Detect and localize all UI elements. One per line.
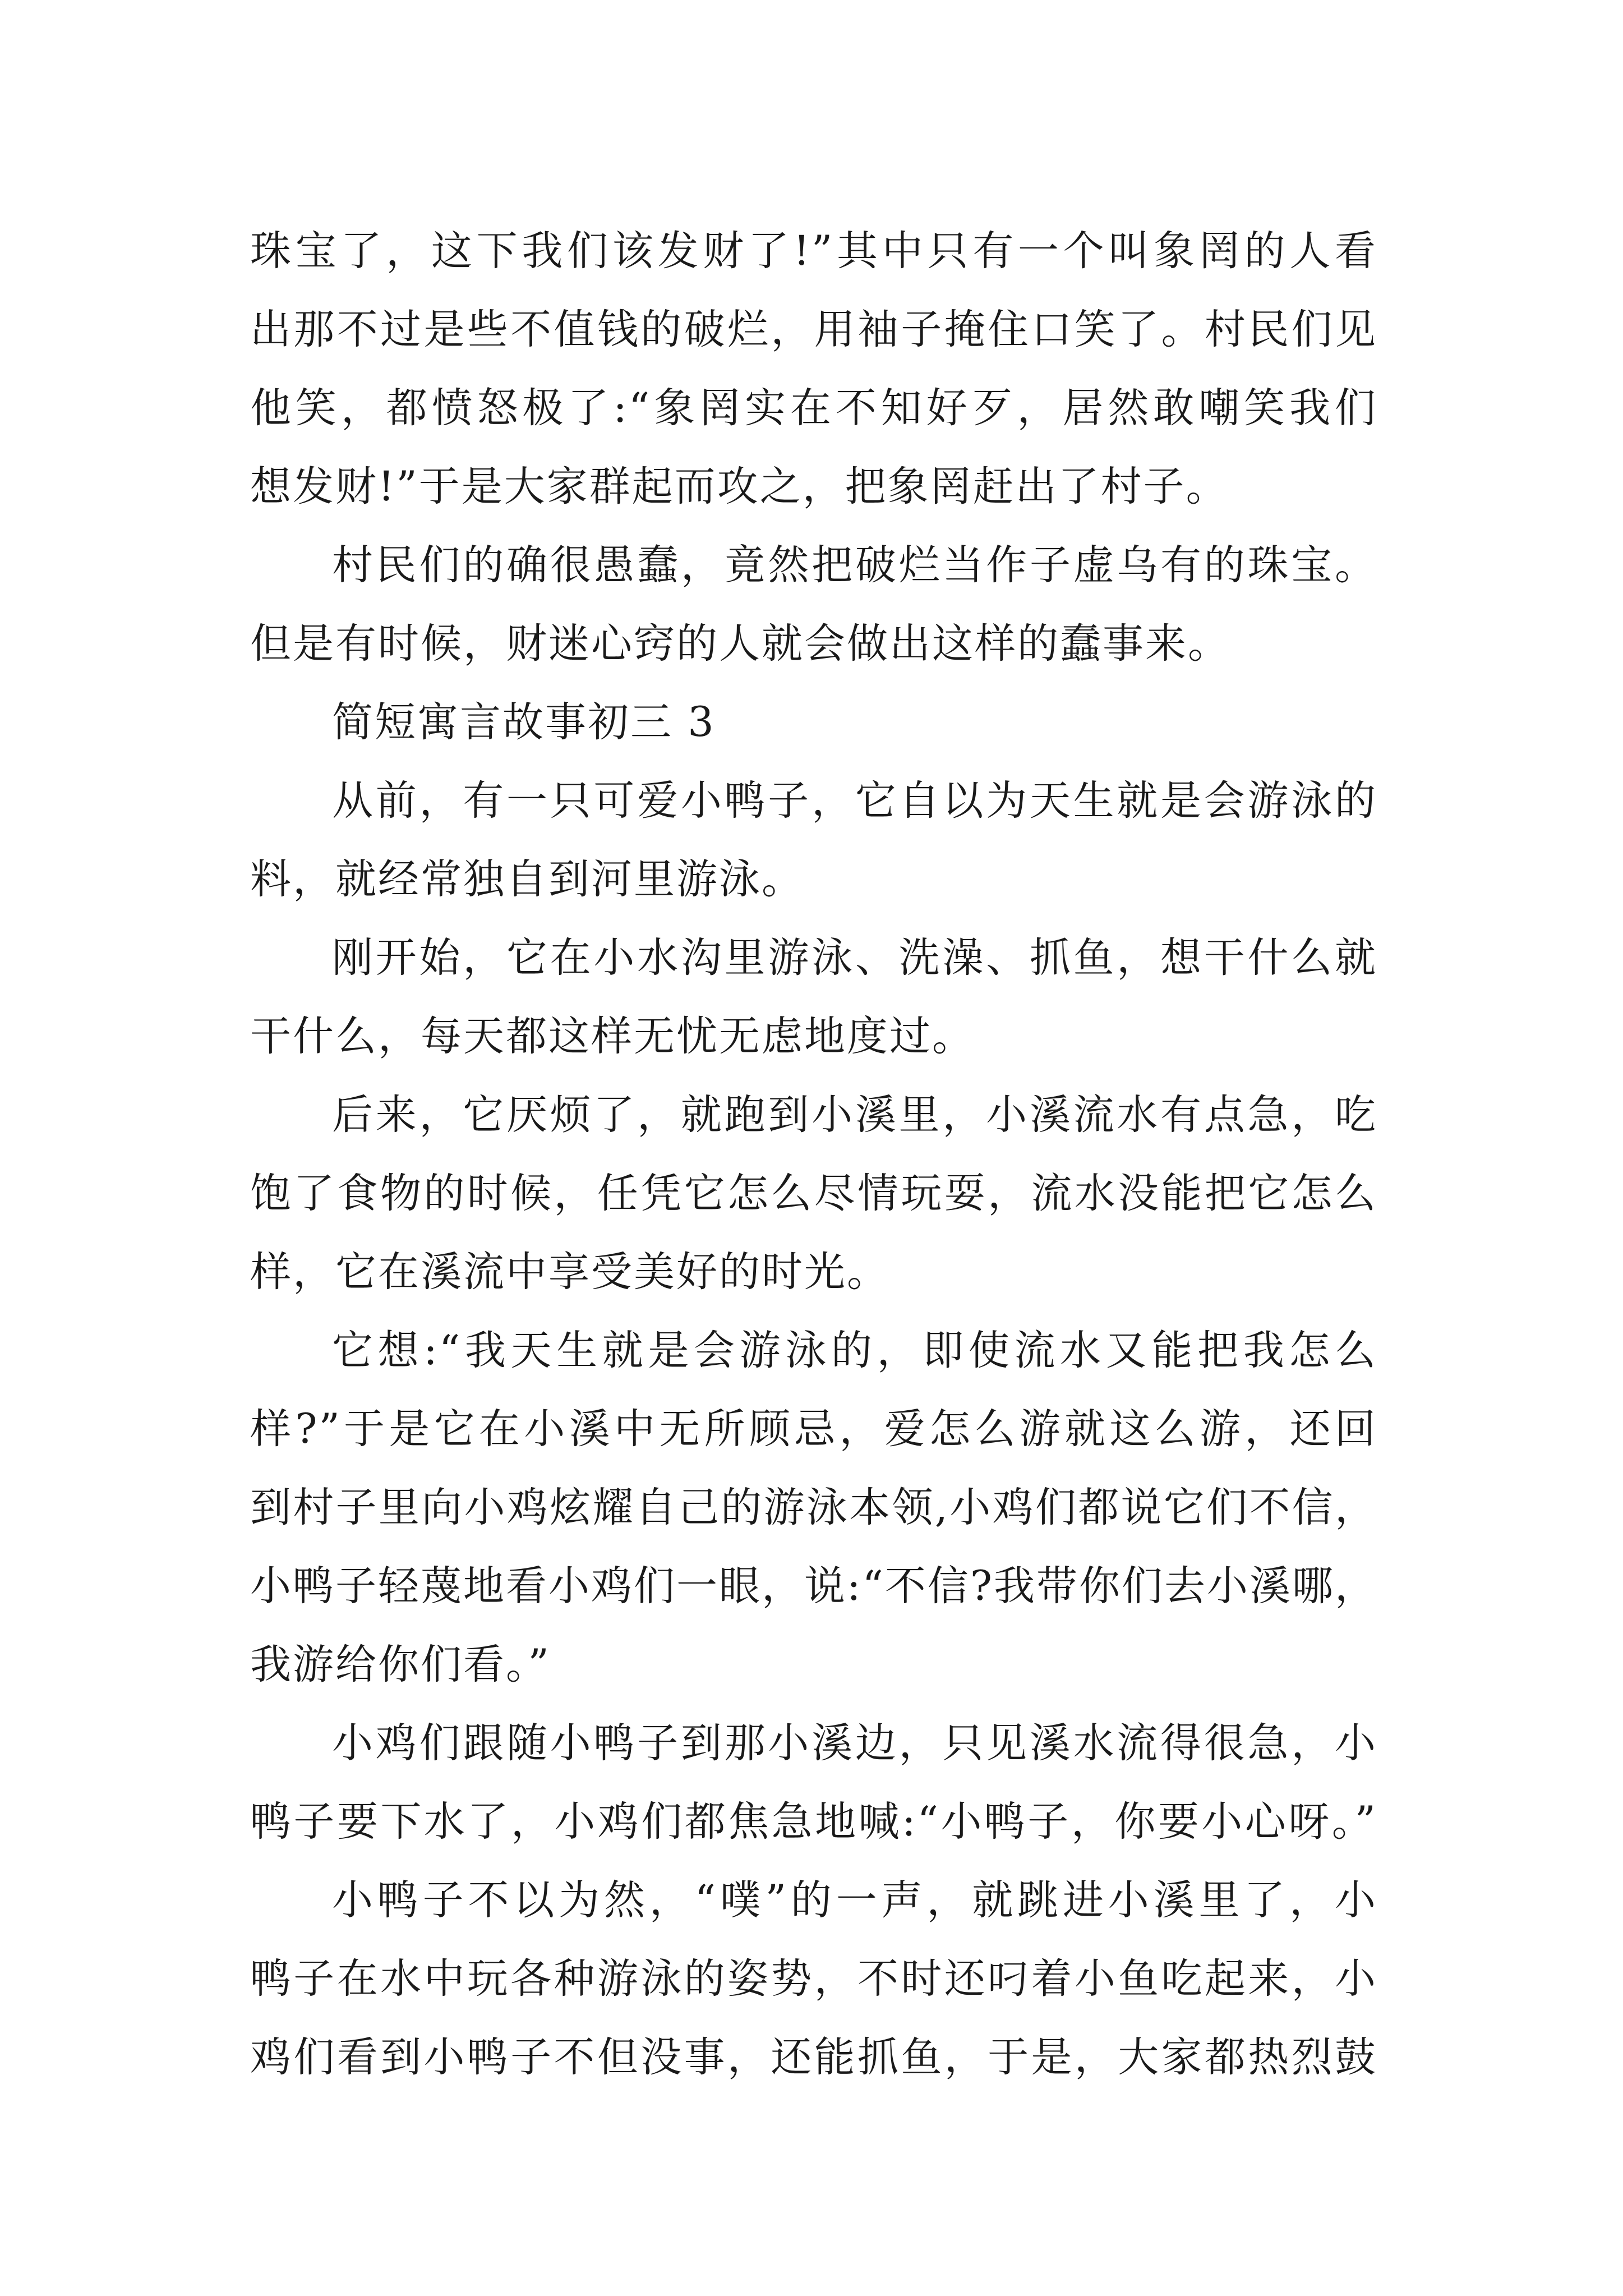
paragraph-8 bbox=[250, 1861, 1377, 2097]
heading-text: 简短寓言故事初三 3 bbox=[332, 698, 716, 746]
text-line: 小鸡们跟随小鸭子到那小溪边，只见溪水流得很急，小 bbox=[332, 1719, 1377, 1767]
text-line: 干什么，每天都这样无忧无虑地度过。 bbox=[250, 1013, 975, 1060]
text-line: 从前，有一只可爱小鸭子，它自以为天生就是会游泳的 bbox=[332, 777, 1377, 825]
text-line: 它想:“我天生就是会游泳的，即使流水又能把我怎么 bbox=[332, 1327, 1377, 1374]
text-line: 饱了食物的时候，任凭它怎么尽情玩耍，流水没能把它怎么 bbox=[250, 1170, 1377, 1217]
document-body bbox=[250, 212, 1377, 2097]
paragraph-6 bbox=[250, 1312, 1377, 1704]
text-line: 鸭子在水中玩各种游泳的姿势，不时还叼着小鱼吃起来，小 bbox=[250, 1955, 1377, 2003]
text-line: 后来，它厌烦了，就跑到小溪里，小溪流水有点急，吃 bbox=[332, 1091, 1377, 1139]
text-line: 到村子里向小鸡炫耀自己的游泳本领,小鸡们都说它们不信， bbox=[250, 1484, 1377, 1531]
paragraph-5 bbox=[250, 1076, 1377, 1312]
paragraph-3 bbox=[250, 762, 1377, 919]
text-line: 鸭子要下水了，小鸡们都焦急地喊:“小鸭子，你要小心呀。” bbox=[250, 1798, 1377, 1846]
text-line: 刚开始，它在小水沟里游泳、洗澡、抓鱼，想干什么就 bbox=[332, 934, 1377, 982]
paragraph-1 bbox=[250, 212, 1377, 526]
text-line: 珠宝了，这下我们该发财了!”其中只有一个叫象罔的人看 bbox=[250, 227, 1377, 275]
text-line: 小鸭子轻蔑地看小鸡们一眼，说:“不信?我带你们去小溪哪， bbox=[250, 1562, 1378, 1610]
paragraph-4 bbox=[250, 919, 1377, 1076]
text-line: 我游给你们看。” bbox=[250, 1641, 551, 1688]
text-line: 他笑，都愤怒极了:“象罔实在不知好歹，居然敢嘲笑我们 bbox=[250, 384, 1377, 432]
text-line: 料，就经常独自到河里游泳。 bbox=[250, 855, 804, 903]
text-line: 样，它在溪流中享受美好的时光。 bbox=[250, 1248, 889, 1296]
text-line: 小鸭子不以为然，“噗”的一声，就跳进小溪里了，小 bbox=[332, 1876, 1377, 1924]
section-heading bbox=[250, 683, 1377, 762]
text-line: 样?”于是它在小溪中无所顾忌，爱怎么游就这么游，还回 bbox=[250, 1405, 1377, 1453]
text-line: 但是有时候，财迷心窍的人就会做出这样的蠢事来。 bbox=[250, 620, 1230, 668]
text-line: 鸡们看到小鸭子不但没事，还能抓鱼，于是，大家都热烈鼓 bbox=[250, 2033, 1377, 2081]
paragraph-7 bbox=[250, 1704, 1377, 1861]
text-line: 想发财!”于是大家群起而攻之，把象罔赶出了村子。 bbox=[250, 463, 1229, 510]
paragraph-2 bbox=[250, 526, 1377, 683]
text-line: 出那不过是些不值钱的破烂，用袖子掩住口笑了。村民们见 bbox=[250, 306, 1377, 353]
text-line: 村民们的确很愚蠢，竟然把破烂当作子虚乌有的珠宝。 bbox=[332, 541, 1377, 589]
